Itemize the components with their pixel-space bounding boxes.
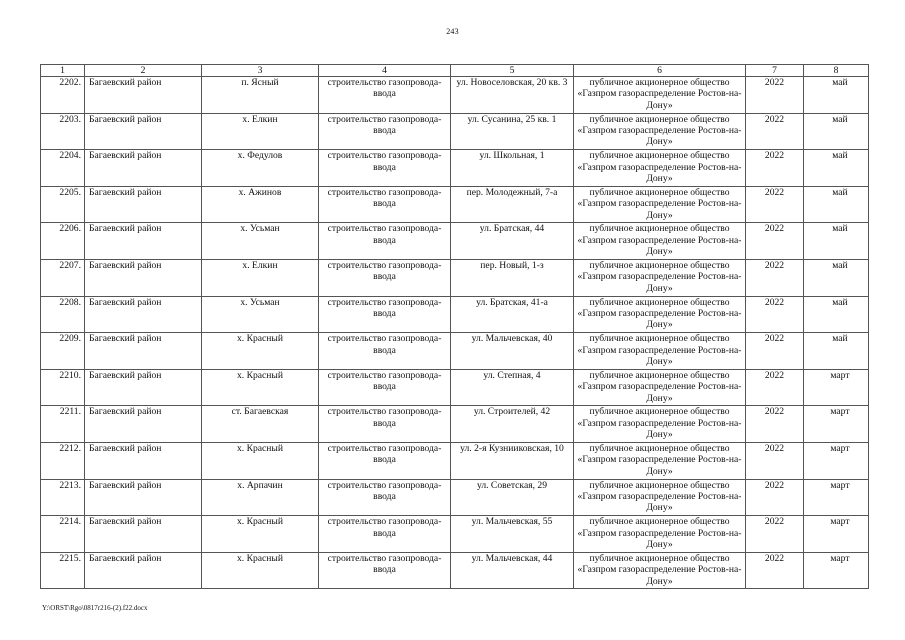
row-number-cell: 2203. <box>41 113 85 150</box>
address-cell: ул. Братская, 44 <box>451 223 574 260</box>
document-table <box>40 64 869 589</box>
settlement-cell: х. Красный <box>202 552 319 589</box>
month-cell: май <box>804 150 869 187</box>
month-cell: март <box>804 479 869 516</box>
organization-cell: публичное акционерное общество «Газпром газораспределение Ростов-на-Дону» <box>574 223 746 260</box>
column-header: 3 <box>202 65 319 77</box>
settlement-cell: х. Красный <box>202 369 319 406</box>
column-header: 6 <box>574 65 746 77</box>
year-cell: 2022 <box>746 296 804 333</box>
settlement-cell: х. Красный <box>202 333 319 370</box>
month-cell: май <box>804 77 869 114</box>
district-cell: Багаевский район <box>85 77 202 114</box>
table-row <box>41 442 869 479</box>
year-cell: 2022 <box>746 113 804 150</box>
settlement-cell: х. Красный <box>202 516 319 553</box>
column-header: 2 <box>85 65 202 77</box>
settlement-cell: п. Ясный <box>202 77 319 114</box>
row-number-cell: 2212. <box>41 442 85 479</box>
organization-cell: публичное акционерное общество «Газпром газораспределение Ростов-на-Дону» <box>574 113 746 150</box>
table-row <box>41 333 869 370</box>
organization-cell: публичное акционерное общество «Газпром газораспределение Ростов-на-Дону» <box>574 406 746 443</box>
month-cell: март <box>804 442 869 479</box>
row-number-cell: 2210. <box>41 369 85 406</box>
year-cell: 2022 <box>746 516 804 553</box>
organization-cell: публичное акционерное общество «Газпром газораспределение Ростов-на-Дону» <box>574 186 746 223</box>
address-cell: ул. Школьная, 1 <box>451 150 574 187</box>
work-type-cell: строительство газопровода-ввода <box>319 406 451 443</box>
year-cell: 2022 <box>746 223 804 260</box>
work-type-cell: строительство газопровода-ввода <box>319 552 451 589</box>
year-cell: 2022 <box>746 479 804 516</box>
table-row <box>41 113 869 150</box>
organization-cell: публичное акционерное общество «Газпром газораспределение Ростов-на-Дону» <box>574 296 746 333</box>
address-cell: ул. Братская, 41-а <box>451 296 574 333</box>
district-cell: Багаевский район <box>85 516 202 553</box>
table-row <box>41 552 869 589</box>
organization-cell: публичное акционерное общество «Газпром газораспределение Ростов-на-Дону» <box>574 259 746 296</box>
month-cell: март <box>804 516 869 553</box>
table-row <box>41 186 869 223</box>
district-cell: Багаевский район <box>85 442 202 479</box>
table-row <box>41 296 869 333</box>
work-type-cell: строительство газопровода-ввода <box>319 479 451 516</box>
address-cell: ул. Советская, 29 <box>451 479 574 516</box>
district-cell: Багаевский район <box>85 186 202 223</box>
organization-cell: публичное акционерное общество «Газпром газораспределение Ростов-на-Дону» <box>574 516 746 553</box>
table-row <box>41 150 869 187</box>
settlement-cell: х. Усьман <box>202 223 319 260</box>
year-cell: 2022 <box>746 333 804 370</box>
table-row <box>41 406 869 443</box>
page-number: 243 <box>446 27 459 36</box>
district-cell: Багаевский район <box>85 150 202 187</box>
row-number-cell: 2214. <box>41 516 85 553</box>
district-cell: Багаевский район <box>85 369 202 406</box>
work-type-cell: строительство газопровода-ввода <box>319 333 451 370</box>
work-type-cell: строительство газопровода-ввода <box>319 516 451 553</box>
table-row <box>41 223 869 260</box>
row-number-cell: 2207. <box>41 259 85 296</box>
month-cell: май <box>804 259 869 296</box>
work-type-cell: строительство газопровода-ввода <box>319 186 451 223</box>
address-cell: пер. Молодежный, 7-а <box>451 186 574 223</box>
table-row <box>41 369 869 406</box>
month-cell: март <box>804 369 869 406</box>
work-type-cell: строительство газопровода-ввода <box>319 223 451 260</box>
year-cell: 2022 <box>746 442 804 479</box>
settlement-cell: х. Федулов <box>202 150 319 187</box>
year-cell: 2022 <box>746 77 804 114</box>
district-cell: Багаевский район <box>85 113 202 150</box>
year-cell: 2022 <box>746 552 804 589</box>
year-cell: 2022 <box>746 406 804 443</box>
address-cell: пер. Новый, 1-з <box>451 259 574 296</box>
organization-cell: публичное акционерное общество «Газпром газораспределение Ростов-на-Дону» <box>574 333 746 370</box>
table-row <box>41 259 869 296</box>
address-cell: ул. Новоселовская, 20 кв. 3 <box>451 77 574 114</box>
month-cell: май <box>804 296 869 333</box>
row-number-cell: 2202. <box>41 77 85 114</box>
district-cell: Багаевский район <box>85 223 202 260</box>
address-cell: ул. Мальчевская, 40 <box>451 333 574 370</box>
column-header: 7 <box>746 65 804 77</box>
month-cell: март <box>804 552 869 589</box>
district-cell: Багаевский район <box>85 406 202 443</box>
settlement-cell: х. Елкин <box>202 259 319 296</box>
district-cell: Багаевский район <box>85 259 202 296</box>
address-cell: ул. Строителей, 42 <box>451 406 574 443</box>
work-type-cell: строительство газопровода-ввода <box>319 113 451 150</box>
column-header: 8 <box>804 65 869 77</box>
organization-cell: публичное акционерное общество «Газпром газораспределение Ростов-на-Дону» <box>574 442 746 479</box>
district-cell: Багаевский район <box>85 333 202 370</box>
work-type-cell: строительство газопровода-ввода <box>319 369 451 406</box>
address-cell: ул. 2-я Кузнииковская, 10 <box>451 442 574 479</box>
district-cell: Багаевский район <box>85 479 202 516</box>
column-header: 4 <box>319 65 451 77</box>
settlement-cell: х. Елкин <box>202 113 319 150</box>
row-number-cell: 2211. <box>41 406 85 443</box>
row-number-cell: 2213. <box>41 479 85 516</box>
organization-cell: публичное акционерное общество «Газпром газораспределение Ростов-на-Дону» <box>574 369 746 406</box>
column-header: 5 <box>451 65 574 77</box>
month-cell: март <box>804 406 869 443</box>
row-number-cell: 2215. <box>41 552 85 589</box>
row-number-cell: 2206. <box>41 223 85 260</box>
district-cell: Багаевский район <box>85 552 202 589</box>
settlement-cell: х. Ажинов <box>202 186 319 223</box>
organization-cell: публичное акционерное общество «Газпром газораспределение Ростов-на-Дону» <box>574 479 746 516</box>
organization-cell: публичное акционерное общество «Газпром газораспределение Ростов-на-Дону» <box>574 77 746 114</box>
month-cell: май <box>804 223 869 260</box>
table-body <box>41 77 869 589</box>
row-number-cell: 2209. <box>41 333 85 370</box>
settlement-cell: ст. Багаевская <box>202 406 319 443</box>
table-row <box>41 516 869 553</box>
settlement-cell: х. Усьман <box>202 296 319 333</box>
year-cell: 2022 <box>746 369 804 406</box>
month-cell: май <box>804 333 869 370</box>
organization-cell: публичное акционерное общество «Газпром газораспределение Ростов-на-Дону» <box>574 150 746 187</box>
settlement-cell: х. Арпачин <box>202 479 319 516</box>
settlement-cell: х. Красный <box>202 442 319 479</box>
month-cell: май <box>804 186 869 223</box>
row-number-cell: 2204. <box>41 150 85 187</box>
year-cell: 2022 <box>746 150 804 187</box>
work-type-cell: строительство газопровода-ввода <box>319 296 451 333</box>
district-cell: Багаевский район <box>85 296 202 333</box>
year-cell: 2022 <box>746 259 804 296</box>
work-type-cell: строительство газопровода-ввода <box>319 442 451 479</box>
address-cell: ул. Мальчевская, 55 <box>451 516 574 553</box>
address-cell: ул. Сусанина, 25 кв. 1 <box>451 113 574 150</box>
year-cell: 2022 <box>746 186 804 223</box>
organization-cell: публичное акционерное общество «Газпром газораспределение Ростов-на-Дону» <box>574 552 746 589</box>
work-type-cell: строительство газопровода-ввода <box>319 77 451 114</box>
month-cell: май <box>804 113 869 150</box>
table-row <box>41 77 869 114</box>
table-row <box>41 479 869 516</box>
column-header: 1 <box>41 65 85 77</box>
address-cell: ул. Мальчевская, 44 <box>451 552 574 589</box>
work-type-cell: строительство газопровода-ввода <box>319 150 451 187</box>
row-number-cell: 2208. <box>41 296 85 333</box>
work-type-cell: строительство газопровода-ввода <box>319 259 451 296</box>
footer-file-path: Y:\ORST\Rgo\0817r216-(2).f22.docx <box>42 604 148 612</box>
row-number-cell: 2205. <box>41 186 85 223</box>
table-header-row <box>41 65 869 77</box>
address-cell: ул. Степная, 4 <box>451 369 574 406</box>
